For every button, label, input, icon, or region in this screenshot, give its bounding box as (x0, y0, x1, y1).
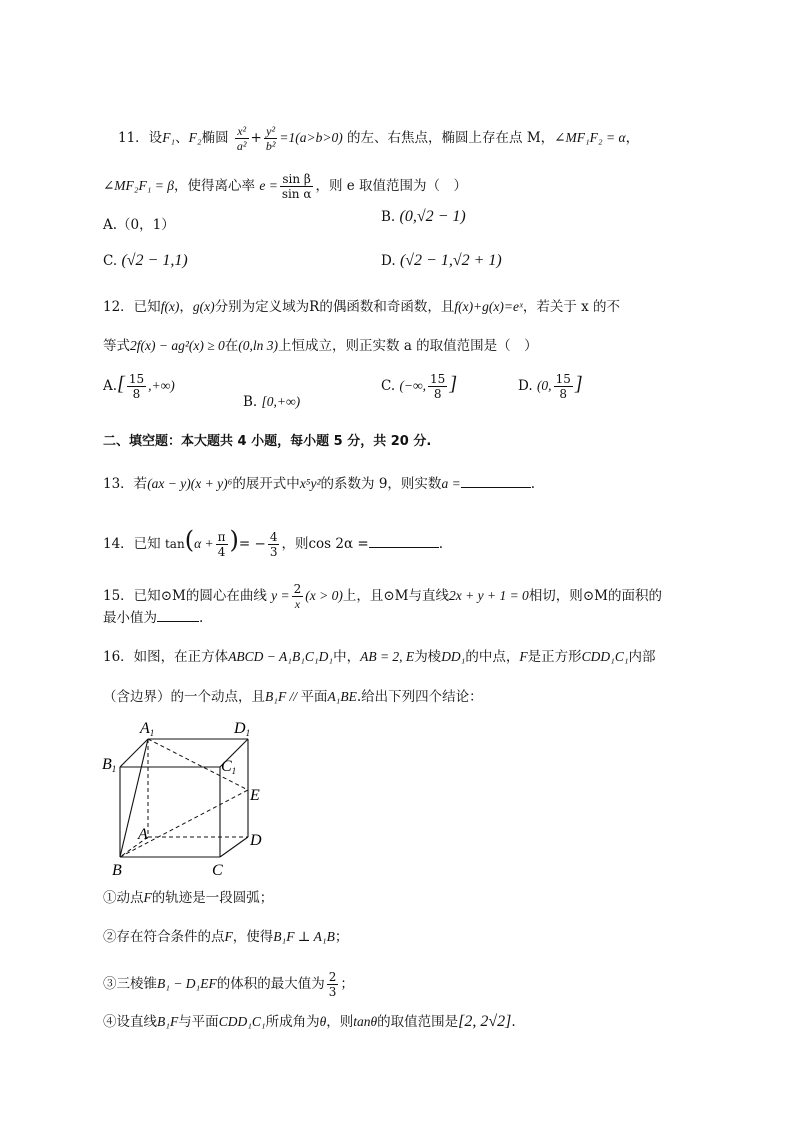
label-d: D (250, 832, 262, 849)
c4-end: . (511, 1014, 516, 1030)
q15-two: 2 (293, 582, 302, 596)
q14-line: 14．已知 tan(α + $\frac{\pi}{4}$ )= − $\frac{4}{3}$ ，则cos 2α = . (103, 526, 443, 559)
q16-line2-pre: （含边界）的一个动点，且 (103, 689, 265, 705)
q16-ab: AB = 2, E (360, 649, 415, 664)
q15-line2-text: 最小值为 (103, 610, 157, 626)
label-e: E (250, 787, 260, 804)
q12-fx: f(x) (160, 299, 180, 314)
q11-option-c (103, 251, 188, 271)
label-b1: B1 (102, 756, 117, 774)
c4-face: CDD₁C₁ (218, 1014, 266, 1029)
cube-figure (100, 715, 280, 880)
q11-e-frac (280, 172, 314, 201)
q11-ellipse-frac-y (264, 124, 278, 153)
q12-option-d-den: 8 (559, 387, 568, 401)
label-c: C (212, 862, 223, 879)
q11-line2-post: ，则 e 取值范围为（ ） (315, 178, 468, 194)
q12-option-c-head: (−∞, (399, 378, 427, 393)
q11-plus: + (250, 130, 262, 146)
q12-line2-mid: 在 (224, 338, 239, 354)
q12-line2 (103, 336, 538, 356)
q16-mid: 中， (333, 649, 361, 665)
q15-line2 (103, 608, 203, 628)
q13-mid: 的展开式中 (232, 476, 300, 492)
q11-ellipse-word: 椭圆 (201, 130, 229, 146)
c4-theta: θ (319, 1014, 327, 1029)
q12-option-b (243, 392, 300, 412)
q15-y-eq: y = (271, 588, 290, 603)
q12-line2-post: 上恒成立，则正实数 a 的取值范围是（ ） (278, 338, 538, 354)
q11-frac-x-den: a² (236, 139, 247, 153)
q14-end: . (438, 536, 443, 552)
q16-line2-post: .给出下列四个结论： (356, 689, 483, 705)
q15-mid: 的圆心在曲线 (185, 588, 267, 604)
c3-pre: ③三棱锥 (103, 976, 157, 992)
q14-tan: tan (164, 537, 185, 551)
q11-line1-post: 的左、右焦点，椭圆上存在点 M， (347, 130, 555, 146)
q12-number: 12．已知 (103, 299, 161, 315)
c3-num: 2 (328, 970, 337, 984)
edge-b1-a1 (120, 739, 148, 767)
q11-line1 (118, 124, 639, 153)
q11-angle1: ∠MF₁F₂ = α (554, 130, 626, 145)
q11-option-c-label: C. (103, 253, 118, 269)
q15-post: 的面积的 (607, 588, 662, 604)
q12-option-d-label: D. (518, 378, 533, 394)
q12-ineq: 2f(x) − ag²(x) ≥ 0 (130, 338, 225, 353)
q13-number: 13．若 (103, 476, 148, 492)
q11-frac-y-den: b² (265, 139, 276, 153)
q12-option-a-frac (127, 372, 146, 401)
q11-line2 (103, 172, 467, 201)
c4-mid3: ，则 (326, 1014, 354, 1030)
q15-mid3: 与直线 (408, 588, 449, 604)
q11-frac-x-num: x² (235, 124, 249, 139)
label-b: B (112, 862, 122, 879)
c4-mid2: 所成角为 (265, 1014, 320, 1030)
c1-f: F (143, 890, 152, 905)
c2-post: ； (334, 929, 349, 945)
q11-comma: ， (625, 130, 640, 146)
q13-a-eq: a = (441, 476, 461, 491)
q11-number: 11．设 (118, 130, 163, 146)
q12-option-d-head: (0, (536, 378, 552, 393)
q15-x: x (294, 597, 301, 611)
q12-option-d: D. (0, $\frac{15}{8}$ ] (518, 372, 583, 401)
edge-c-d (220, 837, 248, 857)
q12-comma: ， (179, 299, 193, 315)
q11-option-b (381, 207, 466, 227)
section-fill-in-title (103, 432, 431, 452)
q15-cond: (x > 0) (305, 588, 343, 603)
q12-line1 (103, 297, 620, 317)
q15-number: 15．已知 (103, 588, 161, 604)
q12-option-a: A.[ $\frac{15}{8}$ ,+∞) (103, 372, 175, 401)
q15-line1 (103, 582, 662, 611)
c4-mid4: 的取值范围是 (377, 1014, 459, 1030)
q15-frac (292, 582, 304, 611)
c3-frac (327, 970, 339, 999)
q15-circle3: ⊙M (582, 588, 608, 604)
q15-circle2: ⊙M (383, 588, 409, 604)
q11-f2: F₂ (188, 130, 202, 145)
c2-pre: ②存在符合条件的点 (103, 929, 225, 945)
q16-mid4: 是正方形 (527, 649, 582, 665)
c3-mid: 的体积的最大值为 (216, 976, 325, 992)
c3-expr: B₁ − D₁EF (157, 976, 217, 991)
c4-tan: tanθ (353, 1014, 378, 1029)
q12-interval: (0,ln 3) (238, 338, 279, 353)
q15-circle: ⊙M (160, 588, 186, 604)
c1-pre: ①动点 (103, 890, 144, 906)
q12-option-c-frac (428, 372, 447, 401)
c4-b1f: B₁F (157, 1014, 179, 1029)
q12-option-d-frac (554, 372, 573, 401)
q11-option-d (381, 251, 502, 271)
edge-b-e-hidden (120, 790, 248, 857)
q11-ellipse-frac-x (235, 124, 249, 153)
q11-option-b-label: B. (381, 209, 396, 225)
q13-end: . (530, 476, 535, 492)
q12-option-b-label: B. (243, 394, 258, 410)
c2-expr: B₁F ⊥ A₁B (273, 929, 335, 944)
q14-number: 14．已知 (103, 536, 161, 552)
q15-end: . (199, 610, 204, 626)
q16-b1f: B₁F // (265, 689, 301, 704)
q14-rhs-frac (268, 530, 280, 559)
q12-gx: g(x) (192, 299, 215, 314)
q12-option-b-value: [0,+∞) (261, 394, 301, 409)
q12-option-c: C. (−∞, $\frac{15}{8}$ ] (381, 372, 458, 401)
c3-den: 3 (328, 985, 337, 999)
q16-number: 16．如图，在正方体 (103, 649, 229, 665)
q16-f: F (519, 649, 528, 664)
q11-option-c-value: (√2 − 1,1) (121, 252, 188, 269)
q11-f1: F₁ (162, 130, 176, 145)
q13-term: x⁵y² (299, 476, 321, 491)
q11-option-b-value: (0,√2 − 1) (399, 208, 466, 225)
q16-mid2: 为棱 (414, 649, 442, 665)
q11-option-a (103, 215, 175, 235)
q13-mid2: 的系数为 9，则实数 (320, 476, 442, 492)
q14-cos: cos 2α = (308, 536, 369, 552)
q12-option-c-label: C. (381, 378, 396, 394)
q11-option-d-label: D. (381, 253, 396, 269)
q16-conclusion-4 (103, 1012, 516, 1032)
q12-option-a-num: 15 (128, 372, 145, 386)
q12-option-a-den: 8 (132, 387, 141, 401)
q14-pi-frac (216, 530, 228, 559)
q16-mid3: 的中点， (465, 649, 520, 665)
q12-option-c-num: 15 (430, 372, 446, 386)
c2-mid: ，使得 (232, 929, 274, 945)
q12-post: ，若关于 x 的不 (522, 299, 621, 315)
q11-frac-y-num: y² (264, 124, 278, 139)
c1-post: 的轨迹是一段圆弧； (151, 890, 274, 906)
q14-rhs-den: 3 (269, 545, 278, 559)
q14-answer-blank[interactable] (369, 547, 439, 548)
q11-option-a-text: A.（0，1） (103, 217, 175, 233)
q13-answer-blank[interactable] (461, 487, 531, 488)
q16-face: CDD₁C₁ (581, 649, 629, 664)
q12-mid2: 的偶函数和奇函数，且 (319, 299, 455, 315)
edge-a1-e-hidden (148, 739, 248, 790)
q15-mid4: 相切，则 (528, 588, 583, 604)
q14-four: 4 (217, 545, 226, 559)
q14-rhs-num: 4 (269, 530, 278, 544)
q11-angle2: ∠MF₂F₁ = β (103, 178, 175, 193)
q11-line2-mid: ，使得离心率 (174, 178, 256, 194)
q15-line-eq: 2x + y + 1 = 0 (448, 588, 529, 603)
c4-range: [2, 2√2] (458, 1013, 512, 1030)
q13-expr: (ax − y)(x + y)⁶ (147, 476, 233, 491)
q16-cube: ABCD − A₁B₁C₁D₁ (228, 649, 334, 664)
q16-plane: A₁BE (327, 689, 357, 704)
q11-sin-a: sin α (281, 187, 312, 201)
q11-option-d-value: (√2 − 1,√2 + 1) (399, 252, 502, 269)
label-a1: A1 (140, 720, 155, 738)
q14-rhs: = − (238, 536, 266, 552)
q12-option-d-num: 15 (555, 372, 571, 386)
q16-conclusion-1 (103, 888, 273, 908)
q11-e-eq: e = (259, 178, 278, 193)
label-a: A (138, 826, 148, 843)
label-d1: D1 (234, 720, 251, 738)
q16-line1 (103, 647, 656, 667)
q12-mid: 分别为定义域为 (214, 299, 310, 315)
c4-mid: 与平面 (178, 1014, 219, 1030)
q13-line (103, 474, 535, 494)
q14-mid: ，则 (281, 536, 309, 552)
q16-dd1: DD₁ (441, 649, 466, 664)
q15-answer-blank[interactable] (157, 621, 199, 622)
q12-option-c-den: 8 (433, 387, 442, 401)
q11-sep: 、 (175, 130, 189, 146)
c2-f: F (224, 929, 233, 944)
q16-post: 内部 (628, 649, 656, 665)
q16-plane-word: 平面 (300, 689, 328, 705)
q15-mid2: 上，且 (342, 588, 384, 604)
q11-ellipse-rhs: =1(a>b>0) (279, 130, 343, 145)
q16-conclusion-3 (103, 970, 354, 999)
section-title-text: 二、填空题：本大题共 4 小题，每小题 5 分，共 20 分. (103, 434, 432, 449)
q14-pi: π (217, 530, 226, 544)
q12-r: R (309, 299, 320, 315)
label-c1: C1 (221, 758, 237, 776)
q16-line2 (103, 687, 483, 707)
q12-eq: f(x)+g(x)=eˣ (454, 299, 523, 314)
q11-sin-b: sin β (280, 172, 314, 187)
q12-option-a-tail: ,+∞) (148, 378, 175, 393)
c3-post: ； (340, 976, 354, 992)
q16-conclusion-2 (103, 927, 348, 947)
q12-option-a-label: A. (103, 378, 118, 394)
c4-pre: ④设直线 (103, 1014, 157, 1030)
q12-line2-pre: 等式 (103, 338, 130, 354)
q14-alpha-plus: α + (194, 536, 214, 551)
